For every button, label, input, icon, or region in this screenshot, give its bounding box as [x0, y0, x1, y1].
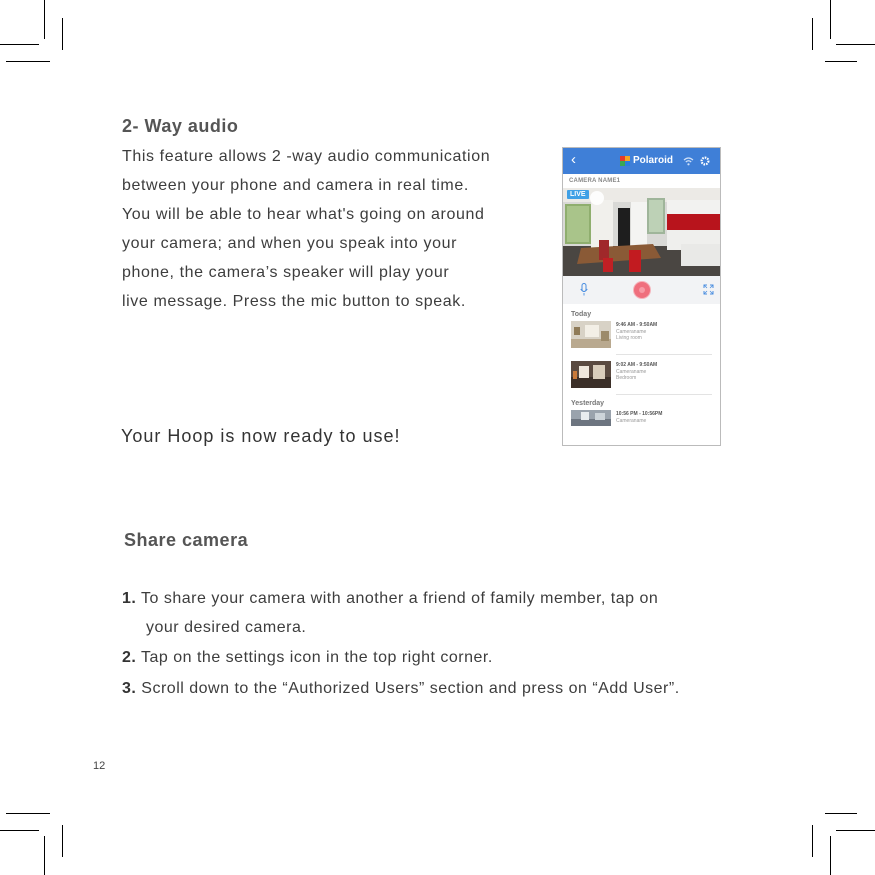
mic-icon[interactable] — [580, 283, 588, 296]
wifi-icon — [683, 156, 694, 166]
event-camera: Cameraname — [616, 329, 647, 335]
page-number: 12 — [93, 760, 106, 772]
polaroid-rainbow-icon — [620, 156, 630, 166]
step-text: To share your camera with another a friend of family member, tap on — [141, 590, 659, 607]
app-topbar — [563, 148, 720, 174]
step-text: your desired camera. — [146, 619, 307, 636]
event-thumbnail — [571, 361, 611, 388]
app-screenshot — [562, 147, 721, 446]
share-heading: Share camera — [124, 530, 249, 550]
crop-mark-bottom-right-h — [836, 830, 875, 831]
crop-mark-top-right-h2 — [825, 61, 857, 62]
back-chevron-icon[interactable]: ‹ — [571, 151, 576, 168]
camera-name: CAMERA NAME1 — [569, 178, 621, 184]
step-text: Tap on the settings icon in the top right corner. — [141, 649, 493, 666]
crop-mark-top-left-v2 — [62, 18, 63, 50]
step-number: 3. — [122, 680, 137, 697]
step-number: 1. — [122, 590, 137, 607]
event-room: Living room — [616, 335, 642, 341]
section-yesterday: Yesterday — [571, 400, 605, 407]
crop-mark-bottom-right-v2 — [812, 825, 813, 857]
crop-mark-bottom-left-v — [44, 836, 45, 875]
share-step-1-cont — [146, 619, 306, 637]
event-camera: Cameraname — [616, 369, 647, 375]
gear-icon[interactable] — [700, 156, 710, 166]
share-step-1 — [122, 590, 658, 608]
event-thumbnail — [571, 321, 611, 348]
audio-heading: 2- Way audio — [122, 116, 239, 136]
event-time: 9:46 AM - 9:50AM — [616, 322, 658, 328]
event-thumbnail — [571, 410, 611, 426]
crop-mark-top-right-v2 — [812, 18, 813, 50]
live-badge: LIVE — [567, 190, 589, 199]
crop-mark-top-left-h2 — [6, 61, 50, 62]
section-today: Today — [571, 311, 592, 318]
crop-mark-bottom-left-h2 — [6, 813, 50, 814]
video-controls — [563, 276, 720, 304]
event-item[interactable] — [571, 410, 712, 440]
talk-button[interactable] — [634, 282, 650, 298]
audio-line-2: between your phone and camera in real time. — [122, 177, 469, 194]
audio-line-3: You will be able to hear what's going on around — [122, 206, 485, 223]
crop-mark-top-left-v — [44, 0, 45, 39]
ready-message: Your Hoop is now ready to use! — [121, 426, 401, 446]
share-step-2 — [122, 649, 493, 667]
divider — [616, 394, 712, 395]
crop-mark-top-right-v — [830, 0, 831, 39]
event-time: 10:56 PM - 10:56PM — [616, 411, 663, 417]
crop-mark-top-right-h — [836, 44, 875, 45]
divider — [616, 354, 712, 355]
fullscreen-icon[interactable] — [703, 284, 714, 295]
crop-mark-bottom-left-v2 — [62, 825, 63, 857]
live-video-feed[interactable] — [563, 188, 720, 276]
audio-line-4: your camera; and when you speak into your — [122, 235, 457, 252]
crop-mark-bottom-right-v — [830, 836, 831, 875]
crop-mark-bottom-left-h — [0, 830, 39, 831]
share-step-3 — [122, 680, 680, 698]
crop-mark-top-left-h — [0, 44, 39, 45]
step-number: 2. — [122, 649, 137, 666]
event-item[interactable] — [571, 361, 712, 391]
event-item[interactable] — [571, 321, 712, 351]
crop-mark-bottom-right-h2 — [825, 813, 857, 814]
event-room: Bedroom — [616, 375, 637, 381]
brand-name: Polaroid — [633, 155, 674, 166]
audio-line-6: live message. Press the mic button to speak. — [122, 293, 466, 310]
event-camera: Cameraname — [616, 418, 647, 424]
step-text: Scroll down to the “Authorized Users” section and press on “Add User”. — [141, 680, 680, 697]
brand-logo — [620, 155, 673, 167]
audio-line-5: phone, the camera’s speaker will play your — [122, 264, 450, 281]
audio-line-1: This feature allows 2 -way audio communication — [122, 148, 491, 165]
event-time: 9:02 AM - 9:50AM — [616, 362, 658, 368]
kitchen-scene — [563, 188, 720, 276]
